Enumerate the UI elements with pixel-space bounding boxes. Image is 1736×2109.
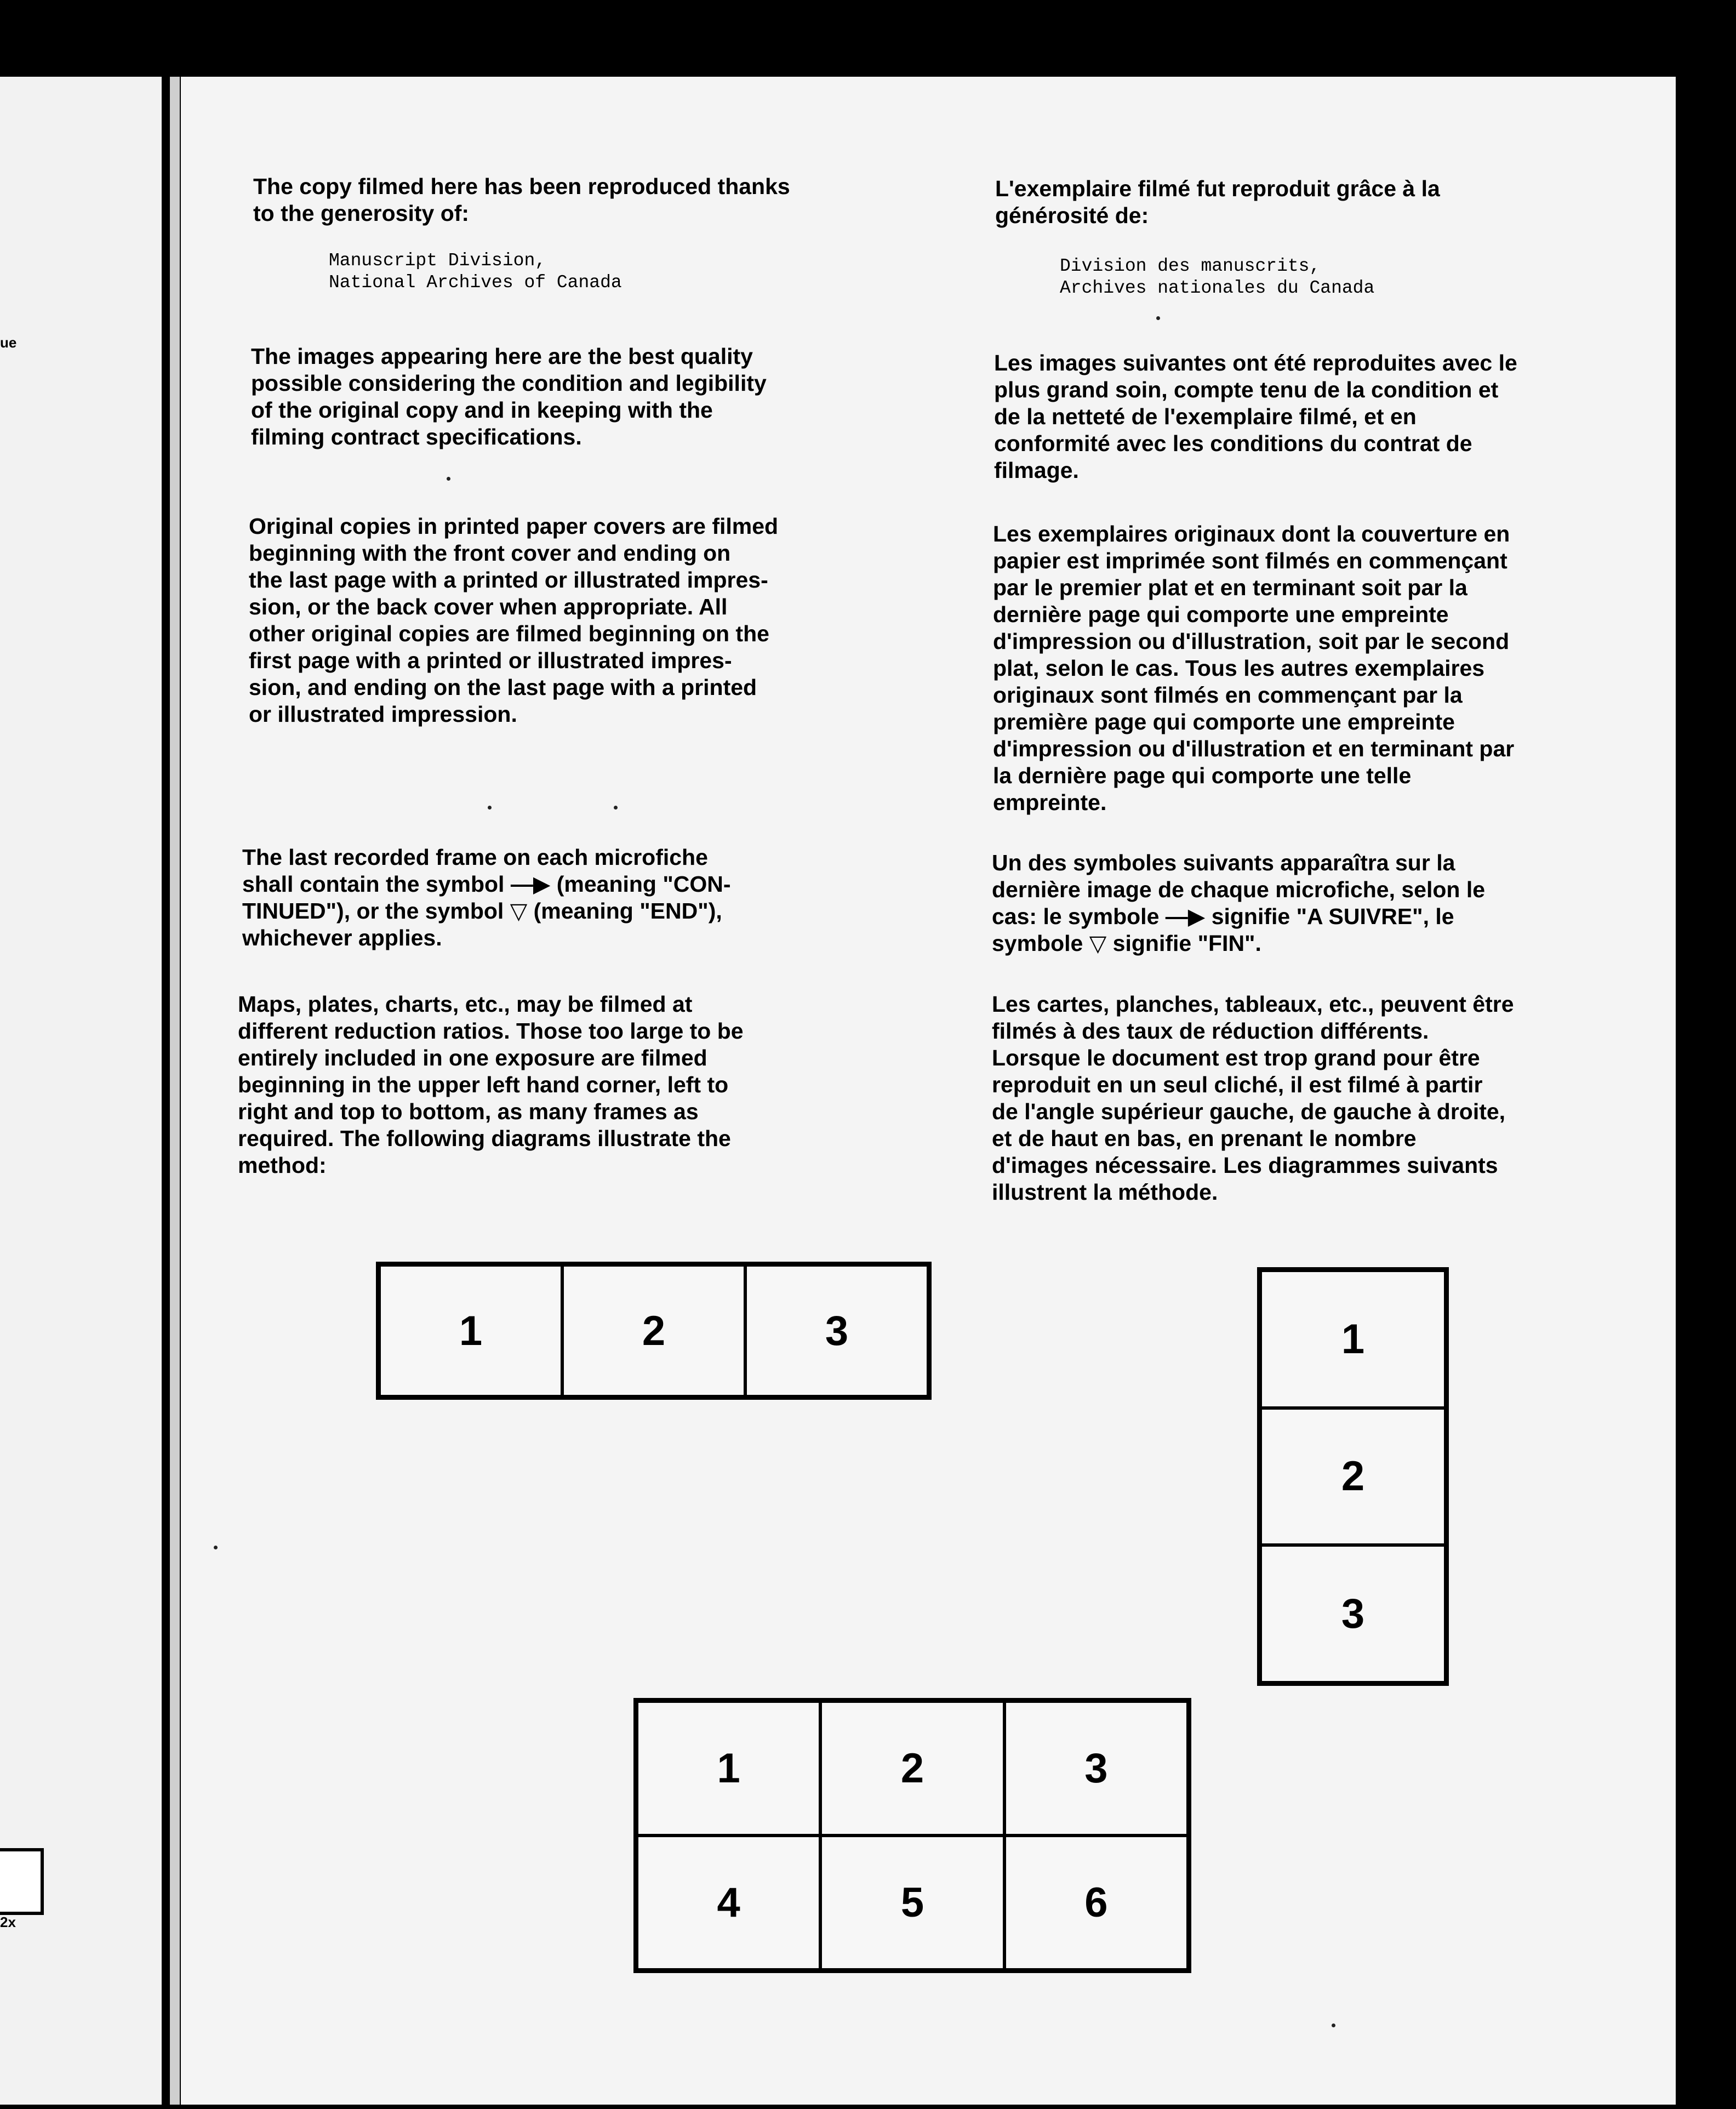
cut-off-text: ue <box>0 334 17 351</box>
frame-cell: 2 <box>820 1701 1004 1836</box>
frame-cell: 6 <box>1004 1836 1188 1970</box>
scan-speck <box>447 477 450 481</box>
scan-speck <box>488 806 492 810</box>
french-credit-intro: L'exemplaire filmé fut reproduit grâce à la générosité de: <box>995 176 1440 228</box>
cut-off-text: 2x <box>0 1914 16 1930</box>
english-institution: Manuscript Division, National Archives of Canada <box>329 250 622 293</box>
english-symbols-notice: The last recorded frame on each microfiche shall contain the symbol —▶ (meaning "CON- TINUED"), or the symbol ▽ (meaning "END"), whichever applies. <box>242 845 731 950</box>
frame-cell: 4 <box>637 1836 820 1970</box>
cut-off-box <box>0 1848 44 1915</box>
frame-cell: 2 <box>562 1265 745 1397</box>
grid-frame-diagram <box>633 1698 1191 1973</box>
vertical-frame-diagram <box>1257 1267 1449 1686</box>
page-binding-edge <box>170 77 180 2105</box>
french-maps-notice: Les cartes, planches, tableaux, etc., peuvent être filmés à des taux de réduction différents. Lorsque le document est trop grand pour être reproduit en un seul cliché, il est filmé à partir de l'angle supérieur gauche, de gauche à droite, et de haut en bas, en prenant le nombre d'images nécessaire. Les diagrammes suivants illustrent la méthode. <box>992 991 1514 1205</box>
english-maps-notice: Maps, plates, charts, etc., may be filmed at different reduction ratios. Those too large to be entirely included in one exposure are filmed beginning in the upper left hand corner, left to right and top to bottom, as many frames as required. The following diagrams illustrate the method: <box>238 991 744 1178</box>
scan-speck <box>1156 316 1160 320</box>
scan-speck <box>614 806 618 810</box>
frame-cell: 1 <box>379 1265 562 1397</box>
frame-cell: 2 <box>1260 1408 1446 1546</box>
scan-speck <box>214 1546 218 1549</box>
french-symbols-notice: Un des symboles suivants apparaîtra sur la dernière image de chaque microfiche, selon le cas: le symbole —▶ signifie "A SUIVRE", le symbole ▽ signifie "FIN". <box>992 850 1486 956</box>
french-quality-notice: Les images suivantes ont été reproduites avec le plus grand soin, compte tenu de la condition et de la netteté de l'exemplaire filmé, et en conformité avec les conditions du contrat de filmage. <box>994 350 1517 483</box>
frame-cell: 3 <box>745 1265 928 1397</box>
english-originals-notice: Original copies in printed paper covers are filmed beginning with the front cover and ending on the last page with a printed or illustrated impres- sion, or the back cover when appropriate. All other original copies are filmed beginning on the first page with a printed or illustrated impres- sion, and ending on the last page with a printed or illustrated impression. <box>249 514 779 727</box>
frame-cell: 1 <box>637 1701 820 1836</box>
frame-cell: 1 <box>1260 1270 1446 1408</box>
french-institution: Division des manuscrits, Archives nationales du Canada <box>1060 256 1375 298</box>
french-originals-notice: Les exemplaires originaux dont la couverture en papier est imprimée sont filmés en commençant par le premier plat et en terminant soit par la dernière page qui comporte une empreinte d'impression ou d'illustration, soit par le second plat, selon le cas. Tous les autres exemplaires originaux sont filmés en commençant par la première page qui comporte une empreinte d'impression ou d'illustration et en terminant par la dernière page qui comporte une telle empreinte. <box>993 521 1515 815</box>
frame-cell: 5 <box>820 1836 1004 1970</box>
english-credit-intro: The copy filmed here has been reproduced thanks to the generosity of: <box>253 174 790 226</box>
previous-page-fragment <box>0 77 162 2105</box>
horizontal-frame-diagram <box>376 1262 932 1400</box>
english-quality-notice: The images appearing here are the best quality possible considering the condition and legibility of the original copy and in keeping with the filming contract specifications. <box>251 344 767 449</box>
frame-cell: 3 <box>1004 1701 1188 1836</box>
frame-cell: 3 <box>1260 1545 1446 1683</box>
scan-speck <box>1332 2024 1335 2027</box>
filming-notice-page <box>181 77 1676 2105</box>
